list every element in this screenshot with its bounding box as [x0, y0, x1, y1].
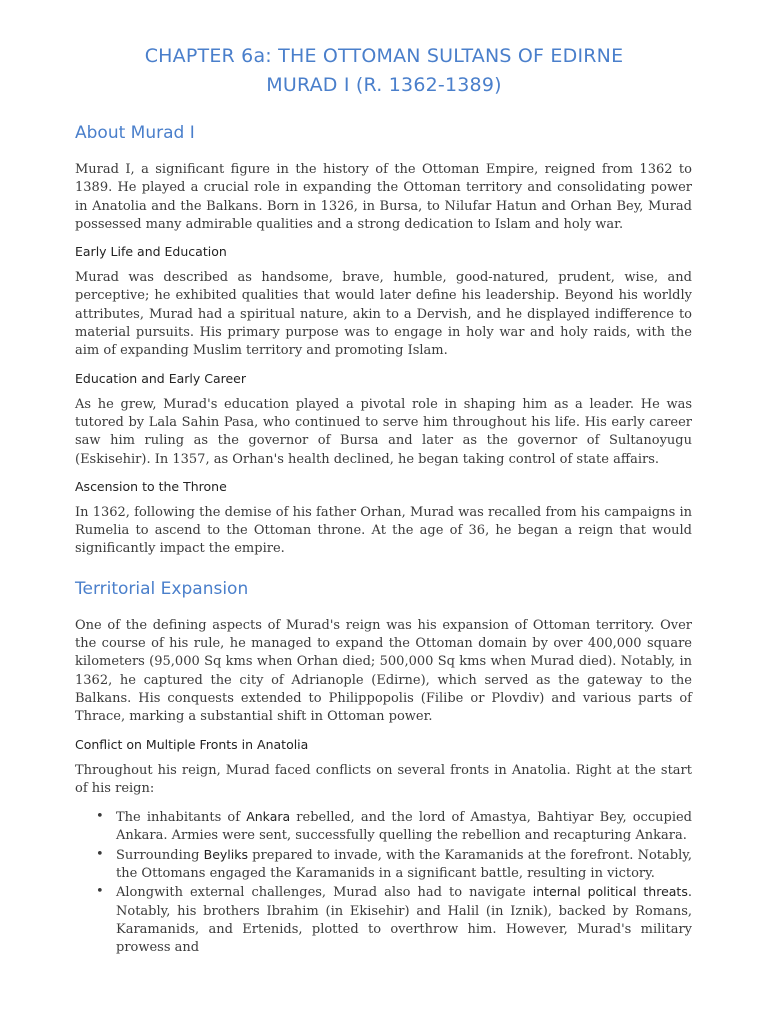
bullet-icon: •	[96, 846, 104, 862]
bullet-text-pre: Alongwith external challenges, Murad also had to navigate	[116, 885, 533, 901]
ascension-heading: Ascension to the Throne	[75, 478, 227, 494]
bullet-text-pre: Surrounding	[116, 847, 204, 863]
document-page	[75, 40, 692, 958]
conflict-heading: Conflict on Multiple Fronts in Anatolia	[75, 736, 309, 752]
bullet-keyword: internal political threats	[532, 884, 688, 900]
bullet-icon: •	[96, 884, 104, 900]
list-item	[75, 808, 692, 846]
early-life-heading: Early Life and Education	[75, 244, 227, 260]
bullet-keyword: Ankara	[246, 809, 291, 825]
list-item	[75, 846, 692, 884]
bullet-text-post: rebelled, and the lord of Amastya, Bahtiyar Bey, occupied Ankara. Armies were sent, successfully quelling the rebellion and recapturing Ankara.	[116, 810, 692, 844]
bullet-text-post: prepared to invade, with the Karamanids at the forefront. Notably, the Ottomans engaged the Karamanids in a significant battle, resulting in victory.	[116, 847, 692, 882]
conflict-list	[75, 808, 692, 957]
education-heading: Education and Early Career	[75, 370, 247, 386]
bullet-keyword: Beyliks	[203, 846, 248, 862]
territorial-heading: Territorial Expansion	[75, 578, 249, 599]
territorial-paragraph: One of the defining aspects of Murad's reign was his expansion of Ottoman territory. Over the course of his rule, he managed to expand the Ottoman domain by over 400,000 square kilometers (95,000 Sq kms when Orhan died; 500,000 Sq kms when Murad died). Notably, in 1362, he captured the city of Adrianople (Edirne), which served as the gateway to the Balkans. His conquests extended to Philippopolis (Filibe or Plovdiv) and various parts of Thrace, marking a substantial shift in Ottoman power.	[75, 617, 692, 725]
about-intro-paragraph: Murad I, a significant figure in the history of the Ottoman Empire, reigned from 1362 to 1389. He played a crucial role in expanding the Ottoman territory and consolidating power in Anatolia and the Balkans. Born in 1326, in Bursa, to Nilufar Hatun and Orhan Bey, Murad possessed many admirable qualities and a strong dedication to Islam and holy war.	[75, 162, 692, 232]
bullet-text-pre: The inhabitants of	[116, 810, 247, 826]
early-life-paragraph: Murad was described as handsome, brave, humble, good-natured, prudent, wise, and perceptive; he exhibited qualities that would later define his leadership. Beyond his worldly attributes, Murad had a spiritual nature, akin to a Dervish, and he displayed indifference to material pursuits. His primary purpose was to engage in holy war and holy raids, with the aim of expanding Muslim territory and promoting Islam.	[75, 270, 692, 359]
list-item	[75, 883, 692, 957]
conflict-intro-paragraph: Throughout his reign, Murad faced conflicts on several fronts in Anatolia. Right at the start of his reign:	[75, 762, 692, 796]
bullet-text-post: . Notably, his brothers Ibrahim (in Ekisehir) and Halil (in Iznik), backed by Romans, Karamanids, and Ertenids, plotted to overthrow him. However, Murad's military prowess and	[116, 885, 692, 956]
chapter-subtitle: MURAD I (R. 1362-1389)	[266, 74, 502, 96]
ascension-paragraph: In 1362, following the demise of his father Orhan, Murad was recalled from his campaigns in Rumelia to ascend to the Ottoman throne. At the age of 36, he began a reign that would significantly impact the empire.	[75, 504, 692, 557]
education-paragraph: As he grew, Murad's education played a pivotal role in shaping him as a leader. He was tutored by Lala Sahin Pasa, who continued to serve him throughout his life. His early career saw him ruling as the governor of Bursa and later as the governor of Sultanoyugu (Eskisehir). In 1357, as Orhan's health declined, he began taking control of state affairs.	[75, 396, 692, 467]
bullet-icon: •	[96, 809, 104, 825]
title-block	[0, 42, 768, 100]
about-heading: About Murad I	[75, 123, 195, 143]
chapter-title: CHAPTER 6a: THE OTTOMAN SULTANS OF EDIRNE	[144, 45, 624, 67]
